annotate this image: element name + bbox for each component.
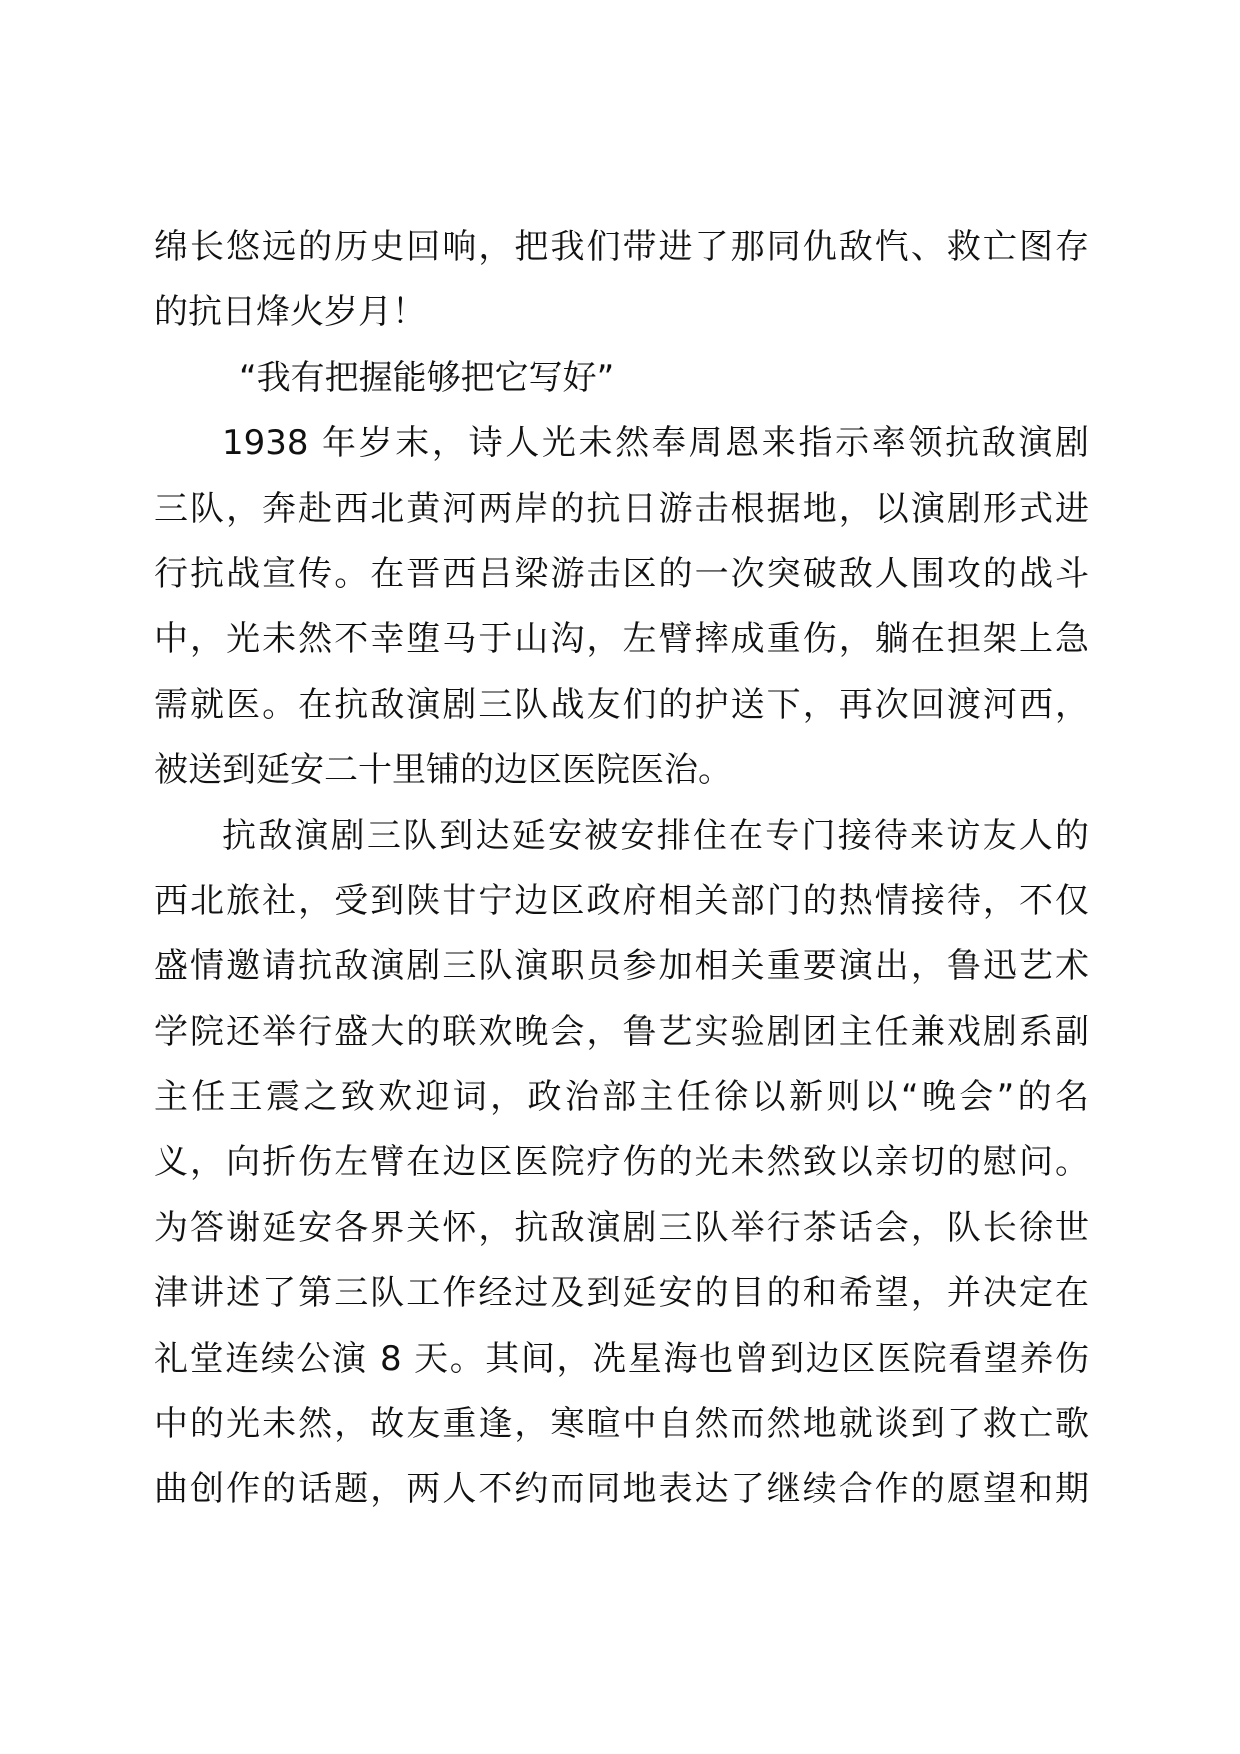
paragraph-first-line: 抗敌演剧三队到达延安被安排住在专门接待来访友人的: [222, 815, 1089, 856]
text-line: 主任王震之致欢迎词，政治部主任徐以新则以“晚会”的名: [154, 1077, 1089, 1118]
text-line: 被送到延安二十里铺的边区医院医治。: [154, 750, 732, 791]
text-line: 需就医。在抗敌演剧三队战友们的护送下，再次回渡河西，: [154, 684, 1089, 725]
text-line: 礼堂连续公演 8 天。其间，冼星海也曾到边区医院看望养伤: [154, 1338, 1089, 1379]
paragraph-first-line: 1938 年岁末，诗人光未然奉周恩来指示率领抗敌演剧: [222, 423, 1089, 464]
text-line: 曲创作的话题，两人不约而同地表达了继续合作的愿望和期: [154, 1469, 1089, 1510]
text-line: 的抗日烽火岁月！: [154, 292, 426, 333]
text-line: 学院还举行盛大的联欢晚会，鲁艺实验剧团主任兼戏剧系副: [154, 1011, 1089, 1052]
text-line: 为答谢延安各界关怀，抗敌演剧三队举行茶话会，队长徐世: [154, 1207, 1089, 1248]
text-line: 中的光未然，故友重逢，寒暄中自然而然地就谈到了救亡歌: [154, 1404, 1089, 1445]
text-line: 绵长悠远的历史回响，把我们带进了那同仇敌忾、救亡图存: [154, 227, 1089, 267]
text-line: 三队，奔赴西北黄河两岸的抗日游击根据地，以演剧形式进: [154, 488, 1089, 529]
text-line: 津讲述了第三队工作经过及到延安的目的和希望，并决定在: [154, 1273, 1089, 1314]
article-body: [154, 215, 1089, 1523]
text-line: 西北旅社，受到陕甘宁边区政府相关部门的热情接待，不仅: [154, 880, 1089, 921]
text-line: 行抗战宣传。在晋西吕梁游击区的一次突破敌人围攻的战斗: [154, 553, 1089, 594]
text-line: 义，向折伤左臂在边区医院疗伤的光未然致以亲切的慰问。: [154, 1142, 1089, 1183]
section-heading: “我有把握能够把它写好”: [239, 357, 615, 398]
text-line: 盛情邀请抗敌演剧三队演职员参加相关重要演出，鲁迅艺术: [154, 946, 1089, 987]
text-line: 中，光未然不幸堕马于山沟，左臂摔成重伤，躺在担架上急: [154, 619, 1089, 660]
